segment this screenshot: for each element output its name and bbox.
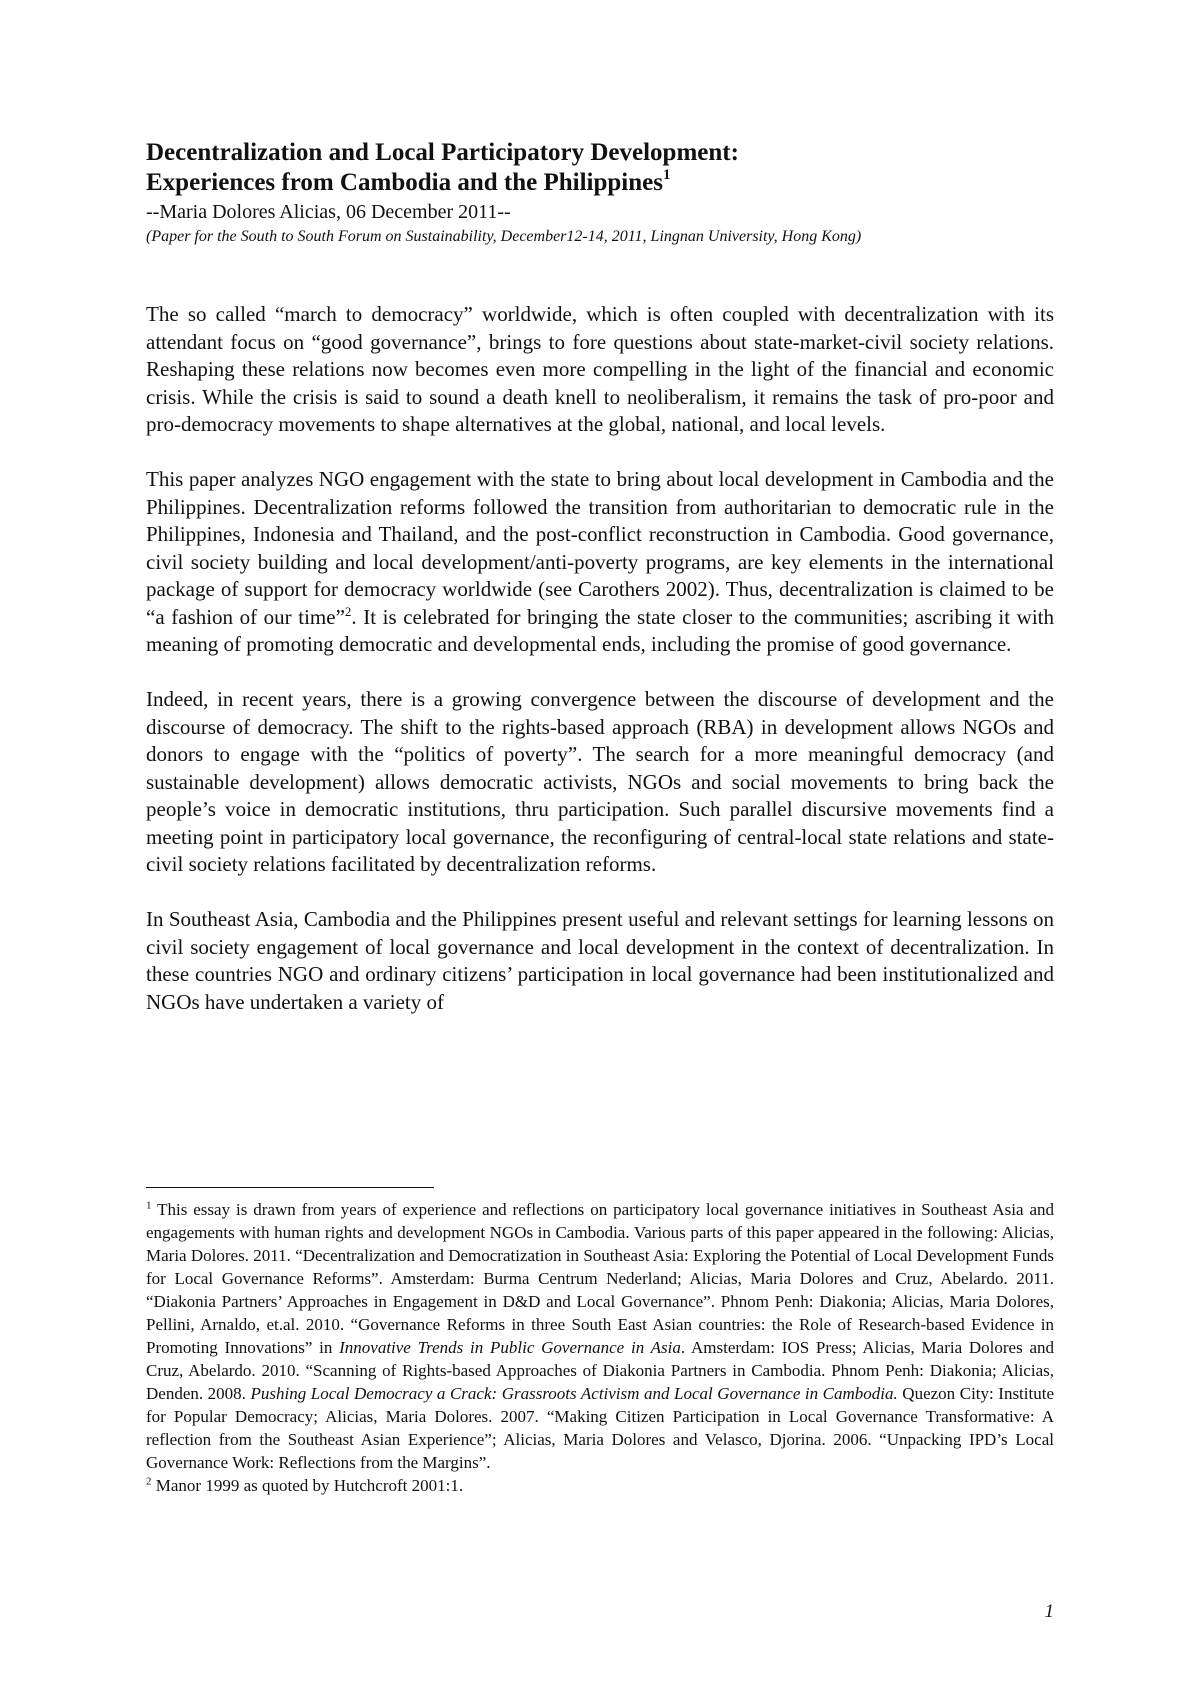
title-line-1: Decentralization and Local Participatory Development: (146, 139, 739, 166)
footnote-1-text-c: Quezon City: Institute for Popular Democracy; Alicias, Maria Dolores. 2007. “Making Citizen Participation in Local Governance Transformative: A reflection from the Southeast Asian Experience”; Alicias, Maria Dolores and Velasco, Djorina. 2006. “Unpacking IPD’s Local Governance Work: Reflections from the Margins”. (146, 1384, 1054, 1472)
footnote-1-text-b: . Amsterdam: IOS Press; Alicias, Maria Dolores and Cruz, Abelardo. 2010. “Scanning of Rights-based Approaches of Diakonia Partners in Cambodia. Phnom Penh: Diakonia; Alicias, Denden. 2008. (146, 1338, 1055, 1403)
paragraph-3: Indeed, in recent years, there is a growing convergence between the discourse of development and the discourse of democracy. The shift to the rights-based approach (RBA) in development allows NGOs and donors to engage with the “politics of poverty”. The search for a more meaningful democracy (and sustainable development) allows democratic activists, NGOs and social movements to bring back the people’s voice in democratic institutions, thru participation. Such parallel discursive movements find a meeting point in participatory local governance, the reconfiguring of central-local state relations and state-civil society relations facilitated by decentralization reforms. (146, 687, 1054, 876)
footnote-1-italic-1: Innovative Trends in Public Governance in Asia (339, 1338, 681, 1357)
author-byline: --Maria Dolores Alicias, 06 December 2011-- (146, 201, 511, 223)
paragraph-4: In Southeast Asia, Cambodia and the Philippines present useful and relevant settings for learning lessons on civil society engagement of local governance and local development in the context of decentralization. In these countries NGO and ordinary citizens’ participation in local governance had been institutionalized and NGOs have undertaken a variety of (146, 907, 1054, 1014)
paragraph-2 (146, 466, 1054, 659)
footnote-1-number: 1 (146, 1199, 152, 1212)
paper-page (146, 138, 1054, 1016)
footnote-ref-1[interactable]: 1 (662, 166, 671, 183)
paragraph-1: The so called “march to democracy” worldwide, which is often coupled with decentralization with its attendant focus on “good governance”, brings to fore questions about state-market-civil society relations. Reshaping these relations now becomes even more compelling in the light of the financial and economic crisis. While the crisis is said to sound a death knell to neoliberalism, it remains the task of pro-poor and pro-democracy movements to shape alternatives at the global, national, and local levels. (146, 302, 1054, 436)
paragraph-2-text-a: This paper analyzes NGO engagement with the state to bring about local development in Cambodia and the Philippines. Decentralization reforms followed the transition from authoritarian to democratic rule in the Philippines, Indonesia and Thailand, and the post-conflict reconstruction in Cambodia. Good governance, civil society building and local development/anti-poverty programs, are key elements in the international package of support for democracy worldwide (see Carothers 2002). Thus, decentralization is claimed to be “a fashion of our time” (146, 467, 1054, 629)
venue-note: (Paper for the South to South Forum on Sustainability, December12-14, 2011, Lingnan University, Hong Kong) (146, 228, 862, 245)
paragraph-2-text-b: . It is celebrated for bringing the state closer to the communities; ascribing it with meaning of promoting democratic and developmental ends, including the promise of good governance. (146, 604, 1054, 656)
footnotes (146, 1187, 1054, 1497)
body-text (146, 301, 1054, 1016)
title-block (146, 138, 1054, 248)
footnote-2-text: Manor 1999 as quoted by Hutchcroft 2001:1. (151, 1476, 464, 1495)
footnote-1-text-a: This essay is drawn from years of experience and reflections on participatory local governance initiatives in Southeast Asia and engagements with human rights and development NGOs in Cambodia. Various parts of this paper appeared in the following: Alicias, Maria Dolores. 2011. “Decentralization and Democratization in Southeast Asia: Exploring the Potential of Local Development Funds for Local Governance Reforms”. Amsterdam: Burma Centrum Nederland; Alicias, Maria Dolores and Cruz, Abelardo. 2011. “Diakonia Partners’ Approaches in Engagement in D&D and Local Governance”. Phnom Penh: Diakonia; Alicias, Maria Dolores, Pellini, Arnaldo, et.al. 2010. “Governance Reforms in three South East Asian countries: the Role of Research-based Evidence in Promoting Innovations” in (146, 1200, 1054, 1357)
footnote-2 (146, 1474, 1054, 1497)
footnote-divider (146, 1187, 434, 1188)
paper-title (146, 138, 1054, 198)
footnote-1 (146, 1198, 1054, 1474)
page-number: 1 (1044, 1601, 1054, 1622)
footnote-2-number: 2 (146, 1475, 152, 1488)
footnote-ref-2[interactable]: 2 (344, 603, 352, 619)
footnote-1-italic-2: Pushing Local Democracy a Crack: Grassroots Activism and Local Governance in Cambodia. (250, 1384, 898, 1403)
title-line-2: Experiences from Cambodia and the Philippines (146, 169, 663, 196)
